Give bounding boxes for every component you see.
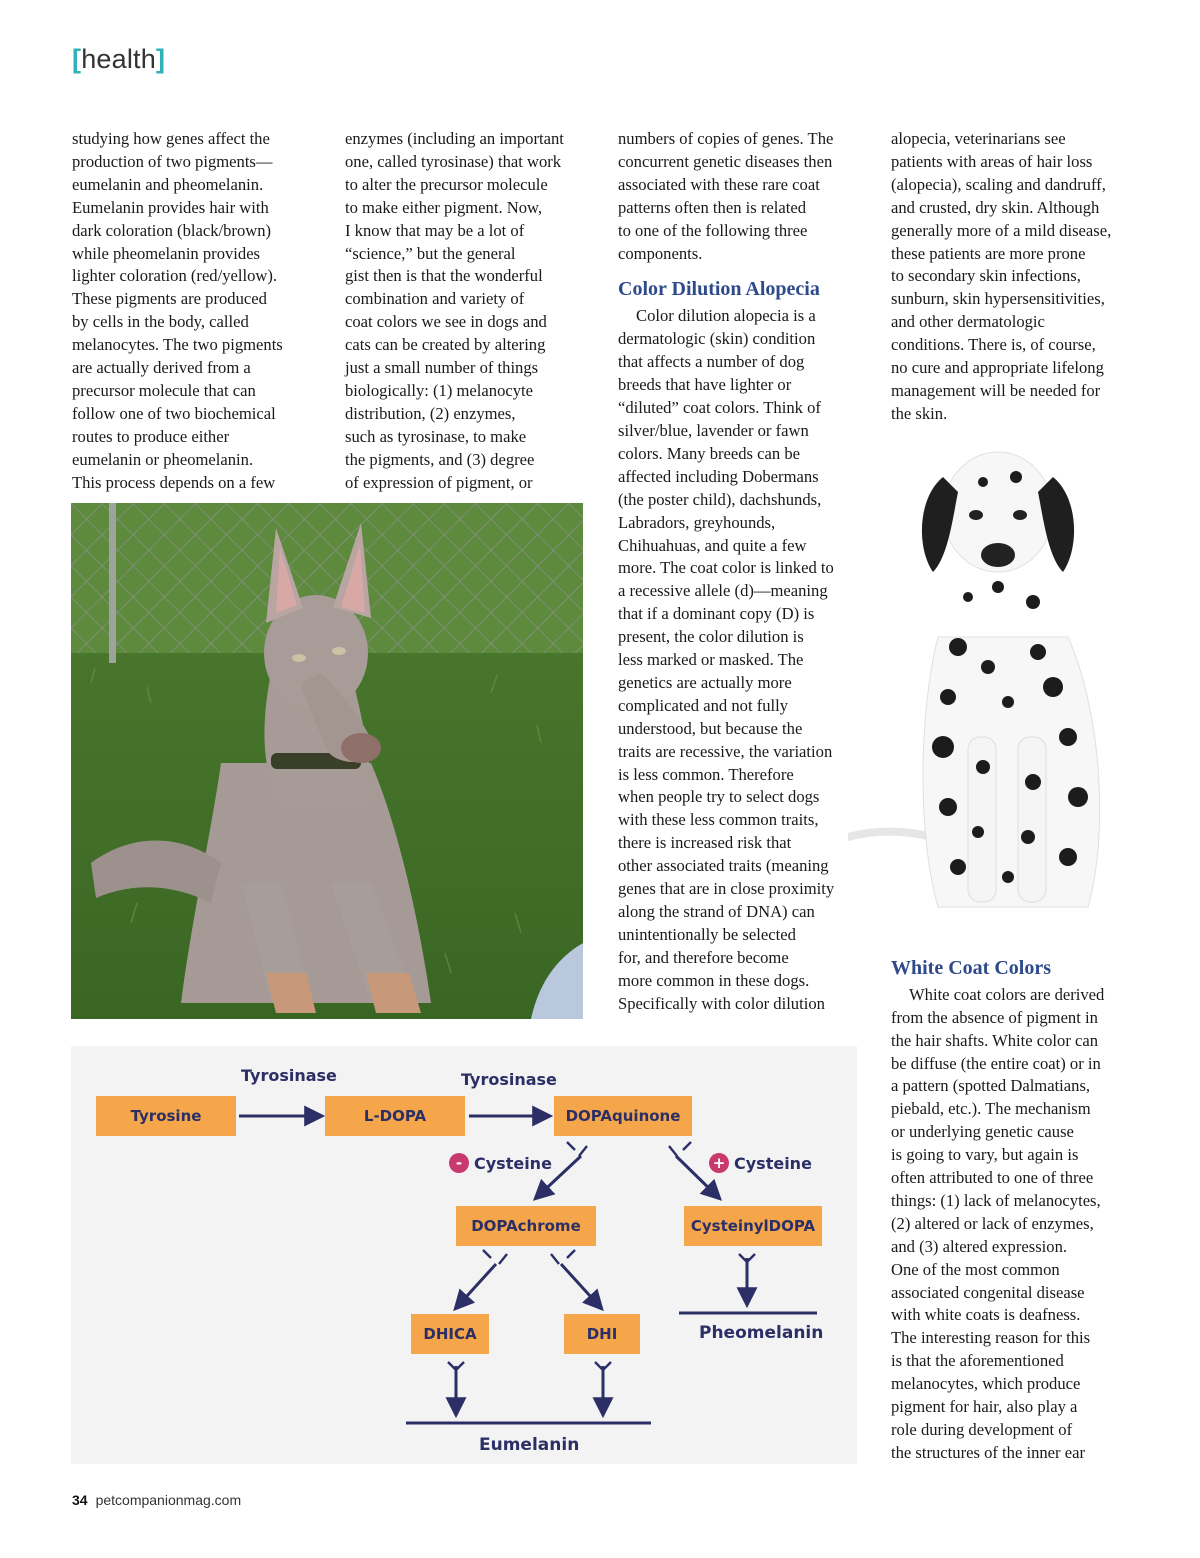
section-name: health: [81, 44, 156, 74]
text-line: more common in these dogs.: [618, 970, 810, 990]
text-line: to alter the precursor molecule: [345, 174, 548, 194]
section-tag: [72, 44, 165, 75]
text-line: such as tyrosinase, to make: [345, 426, 527, 446]
text-line: The interesting reason for this: [891, 1328, 1091, 1348]
doberman-photo: [71, 503, 583, 1019]
text-line: cats can be created by altering: [345, 335, 546, 355]
text-line: Chihuahuas, and quite a few: [618, 535, 807, 555]
text-line: things: (1) lack of melanocytes,: [891, 1190, 1101, 1210]
text-line: (alopecia), scaling and dandruff,: [891, 174, 1106, 194]
text-line: for, and therefore become: [618, 947, 789, 967]
plus-sign-icon: +: [709, 1153, 729, 1173]
text-line: a pattern (spotted Dalmatians,: [891, 1076, 1091, 1096]
text-line: less marked or masked. The: [618, 650, 804, 670]
column-2-paragraph: [345, 128, 590, 495]
text-line: with white coats is deafness.: [891, 1305, 1081, 1325]
eumelanin-label: Eumelanin: [479, 1435, 580, 1455]
text-line: One of the most common: [891, 1259, 1060, 1279]
minus-sign-icon: -: [449, 1153, 469, 1173]
text-line: “science,” but the general: [345, 243, 516, 263]
text-line: unintentionally be selected: [618, 924, 796, 944]
text-line: there is increased risk that: [618, 833, 792, 853]
text-line: are actually derived from a: [72, 358, 251, 378]
text-line: alopecia, veterinarians see: [891, 129, 1066, 148]
text-line: one, called tyrosinase) that work: [345, 151, 562, 171]
bracket-open: [: [72, 44, 82, 74]
text-line: of expression of pigment, or: [345, 472, 533, 492]
text-line: dark coloration (black/brown): [72, 220, 272, 240]
text-line: management will be needed for: [891, 380, 1101, 400]
article-column-1: [72, 128, 316, 495]
text-line: I know that may be a lot of: [345, 220, 525, 240]
text-line: Specifically with color dilution: [618, 993, 825, 1013]
text-line: these patients are more prone: [891, 243, 1086, 263]
text-line: is less common. Therefore: [618, 764, 794, 784]
text-line: (2) altered or lack of enzymes,: [891, 1213, 1094, 1233]
doberman-illustration: [71, 503, 583, 1019]
node-tyrosine: Tyrosine: [96, 1096, 236, 1136]
text-line: melanocytes, which produce: [891, 1374, 1081, 1394]
text-line: the skin.: [891, 403, 948, 423]
text-line: distribution, (2) enzymes,: [345, 403, 516, 423]
plus-cysteine-label: + Cysteine: [709, 1153, 812, 1173]
node-dopachrome: DOPAchrome: [456, 1206, 596, 1246]
heading-white-coat-colors: White Coat Colors: [891, 956, 1051, 979]
site-url: petcompanionmag.com: [95, 1492, 242, 1508]
node-cysteinyldopa: CysteinylDOPA: [684, 1206, 822, 1246]
text-line: when people try to select dogs: [618, 787, 820, 807]
arrow-dopachrome-dhica: [456, 1264, 496, 1308]
text-line: follow one of two biochemical: [72, 403, 276, 423]
text-line: and other dermatologic: [891, 312, 1045, 332]
text-line: that affects a number of dog: [618, 352, 805, 372]
text-line: conditions. There is, of course,: [891, 335, 1096, 355]
text-line: is going to vary, but again is: [891, 1145, 1079, 1165]
text-line: White coat colors are derived: [909, 984, 1105, 1004]
text-line: just a small number of things: [345, 358, 539, 378]
enzyme-label-1: Tyrosinase: [241, 1066, 337, 1085]
text-line: studying how genes affect the: [72, 129, 270, 148]
text-line: lighter coloration (red/yellow).: [72, 266, 278, 286]
node-dopaquinone: DOPAquinone: [554, 1096, 692, 1136]
minus-cysteine-label: - Cysteine: [449, 1153, 552, 1173]
text-line: more. The coat color is linked to: [618, 558, 834, 578]
text-line: genetics are actually more: [618, 672, 792, 692]
column-3-intro-paragraph: [618, 128, 858, 265]
white-coat-paragraph: [891, 984, 1136, 1465]
text-line: numbers of copies of genes. The: [618, 129, 834, 148]
text-line: Eumelanin provides hair with: [72, 197, 269, 217]
text-line: generally more of a mild disease,: [891, 220, 1112, 240]
text-line: understood, but because the: [618, 718, 803, 738]
text-line: is that the aforementioned: [891, 1351, 1064, 1371]
text-line: pigment for hair, also play a: [891, 1397, 1078, 1417]
text-line: “diluted” coat colors. Think of: [618, 398, 821, 418]
text-line: no cure and appropriate lifelong: [891, 358, 1104, 378]
text-line: breeds that have lighter or: [618, 375, 792, 395]
article-column-2: [345, 128, 590, 495]
text-line: associated with these rare coat: [618, 174, 820, 194]
column-1-paragraph: [72, 128, 316, 495]
text-line: often attributed to one of three: [891, 1168, 1094, 1188]
text-line: eumelanin and pheomelanin.: [72, 174, 264, 194]
pigment-pathway-diagram: [71, 1046, 857, 1464]
text-line: from the absence of pigment in: [891, 1007, 1098, 1027]
text-line: components.: [618, 243, 703, 263]
text-line: or underlying genetic cause: [891, 1122, 1074, 1142]
text-line: enzymes (including an important: [345, 129, 564, 148]
text-line: patterns often then is related: [618, 197, 806, 217]
page-footer: [72, 1492, 241, 1508]
node-ldopa: L-DOPA: [325, 1096, 465, 1136]
text-line: associated congenital disease: [891, 1282, 1085, 1302]
dalmatian-photo: [848, 437, 1148, 932]
text-line: the structures of the inner ear: [891, 1442, 1085, 1462]
text-line: be diffuse (the entire coat) or in: [891, 1053, 1101, 1073]
text-line: the hair shafts. White color can: [891, 1030, 1099, 1050]
text-line: along the strand of DNA) can: [618, 902, 815, 921]
node-dhica: DHICA: [411, 1314, 489, 1354]
text-line: while pheomelanin provides: [72, 243, 261, 263]
text-line: complicated and not fully: [618, 695, 789, 715]
text-line: that if a dominant copy (D) is: [618, 604, 815, 624]
text-line: sunburn, skin hypersensitivities,: [891, 289, 1105, 309]
text-line: piebald, etc.). The mechanism: [891, 1099, 1091, 1119]
text-line: to make either pigment. Now,: [345, 197, 543, 217]
text-line: other associated traits (meaning: [618, 856, 829, 876]
text-line: dermatologic (skin) condition: [618, 329, 816, 349]
text-line: concurrent genetic diseases then: [618, 151, 833, 171]
dalmatian-illustration: [848, 437, 1148, 932]
text-line: (the poster child), dachshunds,: [618, 489, 822, 509]
text-line: gist then is that the wonderful: [345, 266, 543, 286]
text-line: routes to produce either: [72, 426, 230, 446]
pheomelanin-label: Pheomelanin: [699, 1323, 824, 1343]
page-number: 34: [72, 1492, 88, 1508]
text-line: coat colors we see in dogs and: [345, 312, 547, 332]
text-line: role during development of: [891, 1420, 1073, 1439]
heading-color-dilution-alopecia: Color Dilution Alopecia: [618, 278, 820, 301]
text-line: by cells in the body, called: [72, 312, 249, 332]
text-line: patients with areas of hair loss: [891, 151, 1093, 171]
text-line: present, the color dilution is: [618, 627, 804, 647]
text-line: the pigments, and (3) degree: [345, 449, 535, 469]
text-line: Color dilution alopecia is a: [636, 306, 816, 326]
text-line: biologically: (1) melanocyte: [345, 380, 534, 400]
article-column-3: [618, 128, 858, 1016]
text-line: eumelanin or pheomelanin.: [72, 449, 254, 469]
enzyme-label-2: Tyrosinase: [461, 1070, 557, 1089]
text-line: production of two pigments—: [72, 151, 273, 171]
text-line: precursor molecule that can: [72, 380, 256, 400]
text-line: to one of the following three: [618, 220, 808, 240]
text-line: colors. Many breeds can be: [618, 443, 801, 463]
text-line: genes that are in close proximity: [618, 879, 835, 899]
text-line: with these less common traits,: [618, 810, 819, 830]
text-line: silver/blue, lavender or fawn: [618, 420, 809, 440]
text-line: melanocytes. The two pigments: [72, 335, 283, 355]
color-dilution-paragraph: [618, 305, 858, 1015]
text-line: These pigments are produced: [72, 289, 267, 309]
text-line: traits are recessive, the variation: [618, 741, 833, 761]
text-line: affected including Dobermans: [618, 466, 819, 486]
bracket-close: ]: [155, 44, 166, 74]
text-line: to secondary skin infections,: [891, 266, 1081, 286]
text-line: a recessive allele (d)—meaning: [618, 581, 828, 601]
text-line: combination and variety of: [345, 289, 525, 309]
text-line: and (3) altered expression.: [891, 1236, 1068, 1256]
arrow-dopachrome-dhi: [561, 1264, 601, 1308]
column-4-top-paragraph: [891, 128, 1136, 426]
node-dhi: DHI: [564, 1314, 640, 1354]
text-line: Labradors, greyhounds,: [618, 512, 776, 532]
text-line: This process depends on a few: [72, 472, 276, 492]
text-line: and crusted, dry skin. Although: [891, 197, 1100, 217]
